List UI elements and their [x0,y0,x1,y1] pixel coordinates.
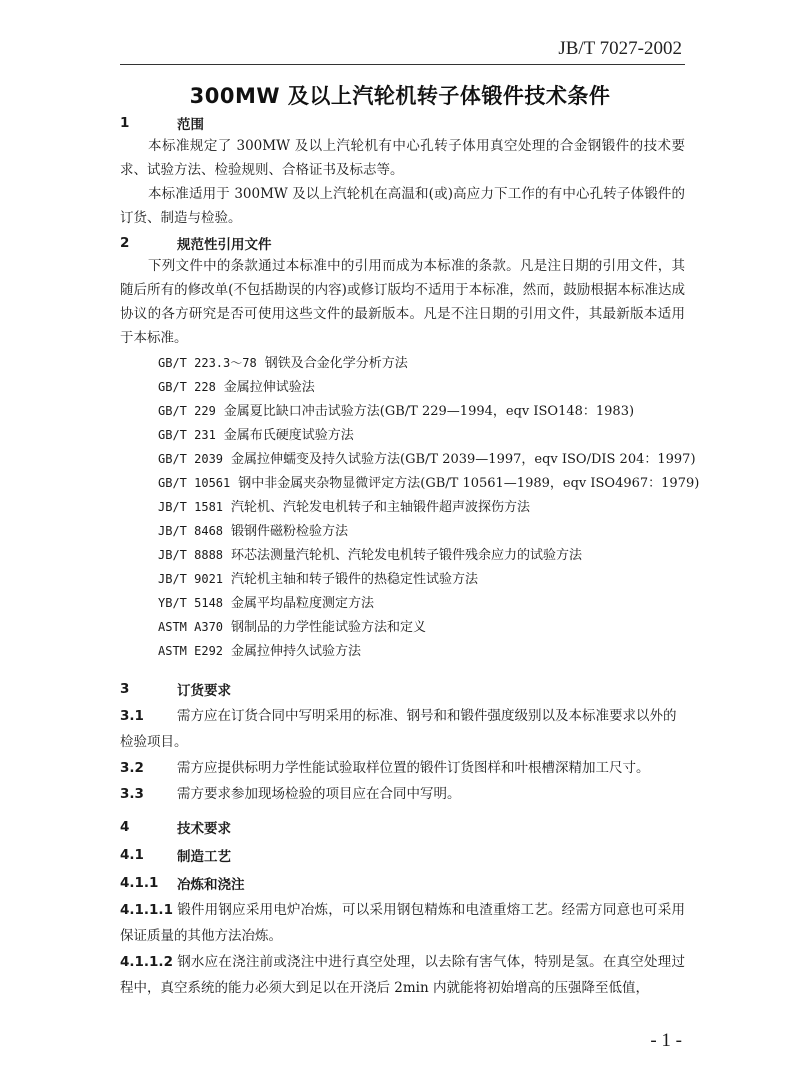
reference-title: 金属拉伸持久试验方法 [231,644,362,659]
reference-item [158,351,685,375]
reference-item [158,399,685,423]
clause-text: 需方要求参加现场检验的项目应在合同中写明。 [177,786,461,802]
section-title: 规范性引用文件 [177,237,272,253]
section-heading [120,112,685,134]
clause-number: 3.2 [120,760,144,776]
section-heading [120,675,685,703]
clause-text: 钢水应在浇注前或浇注中进行真空处理，以去除有害气体，特别是氢。在真空处理过程中，真空系统的能力必须大到足以在开浇后 2min 内就能将初始增高的压强降至低值， [120,954,685,996]
clause [120,897,685,949]
section-heading [120,232,685,254]
subsection-heading [120,841,685,869]
section-number: 1 [120,115,130,131]
clause-number: 3.1 [120,708,144,724]
subsection-heading [120,869,685,897]
clause-text: 需方应提供标明力学性能试验取样位置的锻件订货图样和叶根槽深精加工尺寸。 [177,760,650,776]
header-divider [120,64,685,65]
reference-item [158,543,685,567]
subsection-title: 冶炼和浇注 [177,877,245,893]
reference-code: ASTM E292 [158,644,224,658]
reference-code: GB/T 231 [158,428,216,442]
clause [120,781,685,807]
reference-title: 金属夏比缺口冲击试验方法(GB/T 229—1994，eqv ISO148：1983) [223,404,635,419]
clause [120,949,685,1001]
clause [120,703,685,755]
reference-title: 金属布氏硬度试验方法 [223,428,354,443]
standard-code: JB/T 7027-2002 [558,38,682,59]
section-title: 技术要求 [177,821,231,837]
section-heading [120,813,685,841]
clause-number: 4.1.1.2 [120,954,173,970]
reference-title: 钢中非金属夹杂物显微评定方法(GB/T 10561—1989，eqv ISO4967：1979) [238,476,700,491]
paragraph: 本标准适用于 300MW 及以上汽轮机在高温和(或)高应力下工作的有中心孔转子体锻件的订货、制造与检验。 [120,186,685,226]
reference-title: 金属拉伸试验法 [223,380,315,395]
reference-title: 环芯法测量汽轮机、汽轮发电机转子锻件残余应力的试验方法 [231,548,583,563]
page-title: 300MW 及以上汽轮机转子体锻件技术条件 [189,84,611,108]
reference-title: 金属拉伸蠕变及持久试验方法(GB/T 2039—1997，eqv ISO/DIS 204：1997) [231,452,696,467]
reference-title: 汽轮机、汽轮发电机转子和主轴锻件超声波探伤方法 [231,500,531,515]
reference-title: 钢制品的力学性能试验方法和定义 [231,620,427,635]
clause-number: 3.3 [120,786,144,802]
clause-text: 锻件用钢应采用电炉冶炼，可以采用钢包精炼和电渣重熔工艺。经需方同意也可采用保证质量的其他方法冶炼。 [120,902,685,944]
reference-code: JB/T 8468 [158,524,224,538]
reference-code: JB/T 9021 [158,572,224,586]
reference-list [158,351,700,663]
reference-title: 金属平均晶粒度测定方法 [231,596,375,611]
section-number: 4 [120,819,130,835]
subsection-number: 4.1.1 [120,875,159,891]
reference-code: GB/T 2039 [158,452,224,466]
clause-text: 需方应在订货合同中写明采用的标准、钢号和和锻件强度级别以及本标准要求以外的检验项目。 [120,708,677,750]
reference-title: 锻钢件磁粉检验方法 [231,524,349,539]
clause [120,755,685,781]
reference-item [158,423,685,447]
section-number: 2 [120,235,130,251]
section-number: 3 [120,681,130,697]
paragraph: 本标准规定了 300MW 及以上汽轮机有中心孔转子体用真空处理的合金钢锻件的技术要求、试验方法、检验规则、合格证书及标志等。 [120,138,685,178]
reference-item [158,519,685,543]
reference-item [158,495,685,519]
reference-code: GB/T 223.3～78 [158,356,257,370]
section-title: 订货要求 [177,683,231,699]
reference-code: GB/T 10561 [158,476,231,490]
reference-title: 汽轮机主轴和转子锻件的热稳定性试验方法 [231,572,479,587]
reference-code: GB/T 229 [158,404,216,418]
reference-item [158,567,685,591]
reference-item [158,471,700,495]
reference-item [158,615,685,639]
subsection-number: 4.1 [120,847,144,863]
paragraph: 下列文件中的条款通过本标准中的引用而成为本标准的条款。凡是注日期的引用文件，其随后所有的修改单(不包括勘误的内容)或修订版均不适用于本标准，然而，鼓励根据本标准达成协议的各方研究是否可使用这些文件的最新版本。凡是不注日期的引用文件，其最新版本适用于本标准。 [120,258,685,346]
reference-code: GB/T 228 [158,380,216,394]
reference-code: JB/T 8888 [158,548,224,562]
clause-number: 4.1.1.1 [120,902,173,918]
subsection-title: 制造工艺 [177,849,231,865]
reference-code: YB/T 5148 [158,596,224,610]
reference-item [158,639,685,663]
reference-item [158,591,685,615]
reference-item [158,375,685,399]
reference-code: JB/T 1581 [158,500,224,514]
page-number: - 1 - [650,1030,682,1051]
reference-item [158,447,696,471]
section-title: 范围 [177,117,204,133]
reference-code: ASTM A370 [158,620,224,634]
document-body [120,112,700,1001]
reference-title: 钢铁及合金化学分析方法 [264,356,408,371]
